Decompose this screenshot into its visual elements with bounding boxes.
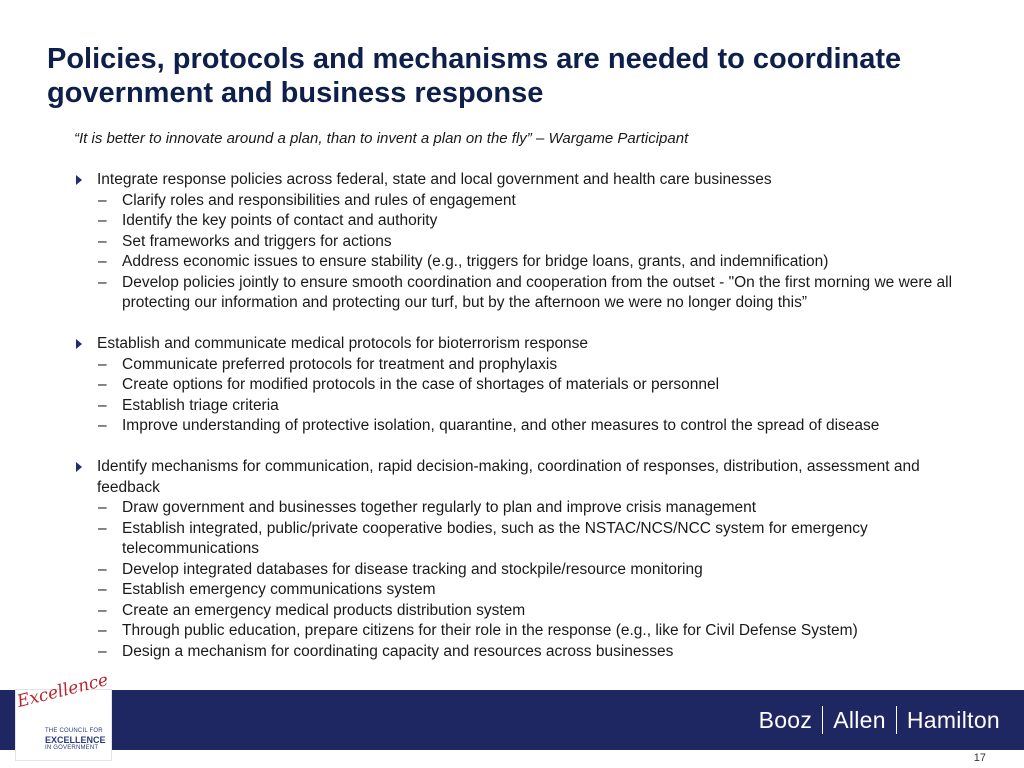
brand-separator <box>822 706 823 734</box>
arrow-right-icon <box>76 175 82 185</box>
dash-icon: – <box>98 499 107 516</box>
booz-allen-hamilton-logo <box>759 702 1000 738</box>
arrow-right-icon <box>76 339 82 349</box>
sub-bullet-list <box>74 355 984 437</box>
list-item: – Develop policies jointly to ensure smooth coordination and cooperation from the outset - "On the first morning we were all protecting our information and protecting our turf, but by the afternoon we were no longer doing this” <box>98 273 953 311</box>
list-item: – Create options for modified protocols in the case of shortages of materials or personnel <box>74 375 984 396</box>
list-item: – Identify the key points of contact and authority <box>74 211 984 232</box>
page-number: 17 <box>973 752 986 764</box>
dash-icon: – <box>98 232 107 250</box>
section-medical-protocols <box>74 334 984 437</box>
section-mechanisms <box>74 457 984 662</box>
brand-part-allen: Allen <box>833 706 886 733</box>
sub-bullet-list <box>74 498 984 662</box>
section-heading <box>74 334 984 355</box>
council-line-1: THE COUNCIL FOR <box>45 728 103 734</box>
list-item: – Through public education, prepare citizens for their role in the response (e.g., like for Civil Defense System) <box>74 621 984 642</box>
council-line-3: IN GOVERNMENT <box>45 745 99 751</box>
list-item: – Establish triage criteria <box>74 396 984 417</box>
dash-icon: – <box>98 376 107 393</box>
dash-icon: – <box>98 642 107 660</box>
council-line-2: EXCELLENCE <box>45 735 106 745</box>
section-integrate-policies <box>74 170 984 314</box>
sub-bullet-list <box>74 191 984 314</box>
dash-icon: – <box>98 622 107 639</box>
section-heading <box>74 457 984 498</box>
arrow-right-icon <box>76 462 82 472</box>
dash-icon: – <box>98 396 107 414</box>
dash-icon: – <box>98 581 107 598</box>
list-item: – Develop integrated databases for disease tracking and stockpile/resource monitoring <box>74 560 984 581</box>
dash-icon: – <box>98 212 107 229</box>
list-item: – Communicate preferred protocols for treatment and prophylaxis <box>74 355 984 376</box>
dash-icon: – <box>98 191 107 209</box>
list-item: – Create an emergency medical products distribution system <box>74 601 984 622</box>
dash-icon: – <box>98 273 107 291</box>
brand-separator <box>896 706 897 734</box>
dash-icon: – <box>98 519 107 537</box>
dash-icon: – <box>98 355 107 373</box>
council-text-block <box>45 728 106 752</box>
dash-icon: – <box>98 417 107 434</box>
list-item: – Establish integrated, public/private cooperative bodies, such as the NSTAC/NCS/NCC system for emergency telecommunications <box>98 519 868 557</box>
page-title: Policies, protocols and mechanisms are needed to coordinate government and business response <box>47 43 902 109</box>
list-item: – Improve understanding of protective isolation, quarantine, and other measures to control the spread of disease <box>74 416 984 437</box>
section-heading-text: Establish and communicate medical protocols for bioterrorism response <box>97 335 589 352</box>
section-heading-text: Integrate response policies across federal, state and local government and health care businesses <box>97 171 772 188</box>
list-item: – Address economic issues to ensure stability (e.g., triggers for bridge loans, grants, and indemnification) <box>74 252 984 273</box>
brand-part-booz: Booz <box>758 706 813 733</box>
dash-icon: – <box>98 560 107 578</box>
dash-icon: – <box>98 253 107 270</box>
excellence-script-logo: Excellence <box>15 670 111 712</box>
list-item: – Design a mechanism for coordinating capacity and resources across businesses <box>74 642 984 663</box>
brand-part-hamilton: Hamilton <box>906 706 1000 733</box>
wargame-quote: “It is better to innovate around a plan, than to invent a plan on the fly” – Wargame Participant <box>74 130 689 147</box>
section-heading-text: Identify mechanisms for communication, rapid decision-making, coordination of responses, distribution, assessment and feedback <box>97 458 920 496</box>
list-item: – Draw government and businesses together regularly to plan and improve crisis management <box>74 498 984 519</box>
council-excellence-logo <box>15 670 111 760</box>
list-item: – Set frameworks and triggers for actions <box>74 232 984 253</box>
section-heading <box>74 170 984 191</box>
dash-icon: – <box>98 601 107 619</box>
list-item: – Establish emergency communications system <box>74 580 984 601</box>
list-item: – Clarify roles and responsibilities and rules of engagement <box>74 191 984 212</box>
bullet-sections <box>74 170 984 683</box>
